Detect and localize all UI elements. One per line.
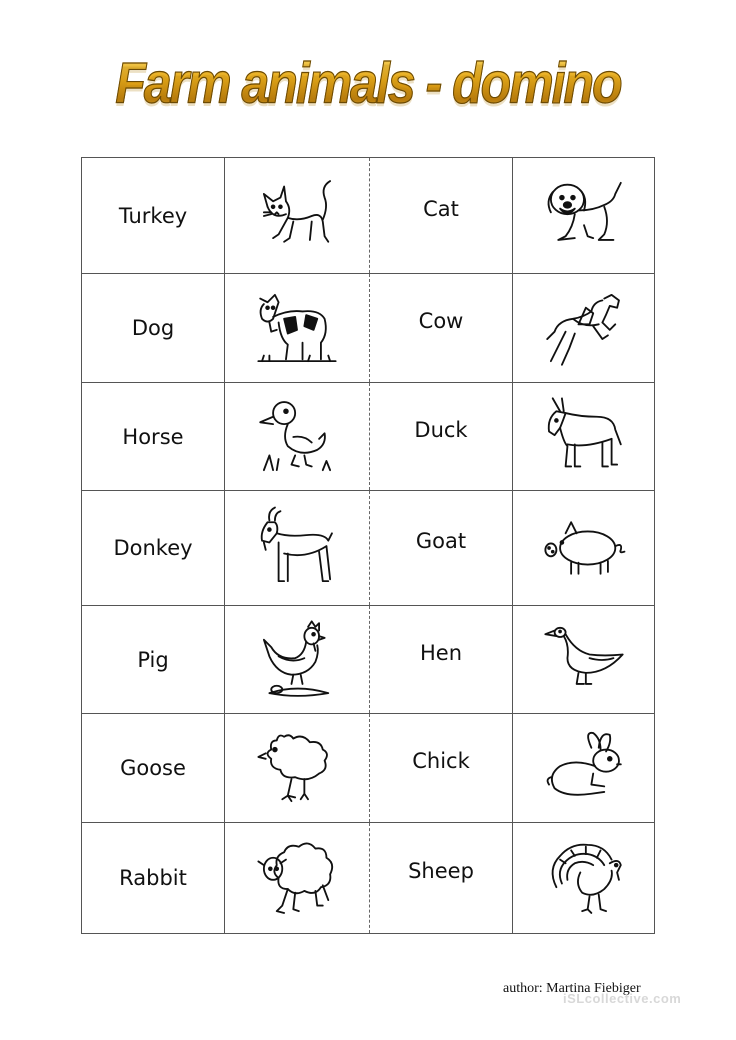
word-cell bbox=[369, 274, 513, 382]
picture-cell bbox=[513, 714, 654, 822]
horse-picture bbox=[538, 282, 630, 374]
domino-row bbox=[82, 713, 654, 822]
picture-cell bbox=[513, 383, 654, 490]
domino-row bbox=[82, 605, 654, 713]
goat-picture bbox=[251, 502, 343, 594]
animal-word: Goat bbox=[415, 529, 467, 553]
cat-picture bbox=[251, 170, 343, 262]
donkey-picture bbox=[538, 391, 630, 483]
word-cell bbox=[369, 158, 513, 273]
picture-cell bbox=[513, 274, 654, 382]
domino-row bbox=[82, 490, 654, 605]
word-cell bbox=[82, 823, 225, 933]
hen-picture bbox=[251, 614, 343, 706]
word-cell bbox=[82, 606, 225, 713]
animal-word: Pig bbox=[137, 647, 169, 672]
pig-picture bbox=[538, 502, 630, 594]
domino-row bbox=[82, 273, 654, 382]
animal-word: Horse bbox=[122, 424, 184, 449]
cow-picture bbox=[251, 282, 343, 374]
turkey-picture bbox=[538, 832, 630, 924]
word-cell bbox=[369, 714, 513, 822]
animal-word: Chick bbox=[412, 749, 470, 773]
rabbit-picture bbox=[538, 722, 630, 814]
picture-cell bbox=[513, 491, 654, 605]
animal-word: Cow bbox=[418, 309, 464, 333]
picture-cell bbox=[513, 158, 654, 273]
duck-picture bbox=[251, 391, 343, 483]
chick-picture bbox=[251, 722, 343, 814]
word-cell bbox=[82, 714, 225, 822]
worksheet-title bbox=[0, 50, 736, 116]
picture-cell bbox=[225, 714, 369, 822]
word-cell bbox=[369, 606, 513, 713]
word-cell bbox=[82, 491, 225, 605]
picture-cell bbox=[225, 823, 369, 933]
animal-word: Donkey bbox=[113, 536, 193, 560]
animal-word: Goose bbox=[120, 756, 186, 780]
picture-cell bbox=[225, 274, 369, 382]
title-text: Farm animals - domino bbox=[115, 50, 621, 116]
picture-cell bbox=[225, 383, 369, 490]
picture-cell bbox=[513, 606, 654, 713]
picture-cell bbox=[225, 606, 369, 713]
goose-picture bbox=[538, 614, 630, 706]
dog-picture bbox=[538, 170, 630, 262]
author-credit: author: Martina Fiebiger bbox=[503, 981, 641, 996]
word-cell bbox=[369, 491, 513, 605]
animal-word: Turkey bbox=[118, 203, 188, 228]
picture-cell bbox=[225, 491, 369, 605]
animal-word: Duck bbox=[414, 417, 468, 442]
word-cell bbox=[82, 274, 225, 382]
sheep-picture bbox=[251, 832, 343, 924]
animal-word: Dog bbox=[131, 316, 175, 340]
domino-row bbox=[82, 158, 654, 273]
animal-word: Hen bbox=[419, 640, 463, 665]
word-cell bbox=[369, 823, 513, 933]
animal-word: Sheep bbox=[408, 859, 474, 883]
animal-word: Cat bbox=[423, 196, 459, 221]
word-cell bbox=[82, 158, 225, 273]
word-cell bbox=[369, 383, 513, 490]
domino-row bbox=[82, 822, 654, 933]
domino-row bbox=[82, 382, 654, 490]
animal-word: Rabbit bbox=[119, 866, 187, 890]
picture-cell bbox=[513, 823, 654, 933]
picture-cell bbox=[225, 158, 369, 273]
word-cell bbox=[82, 383, 225, 490]
watermark: iSLcollective.com bbox=[563, 991, 682, 1006]
domino-grid bbox=[81, 157, 655, 934]
